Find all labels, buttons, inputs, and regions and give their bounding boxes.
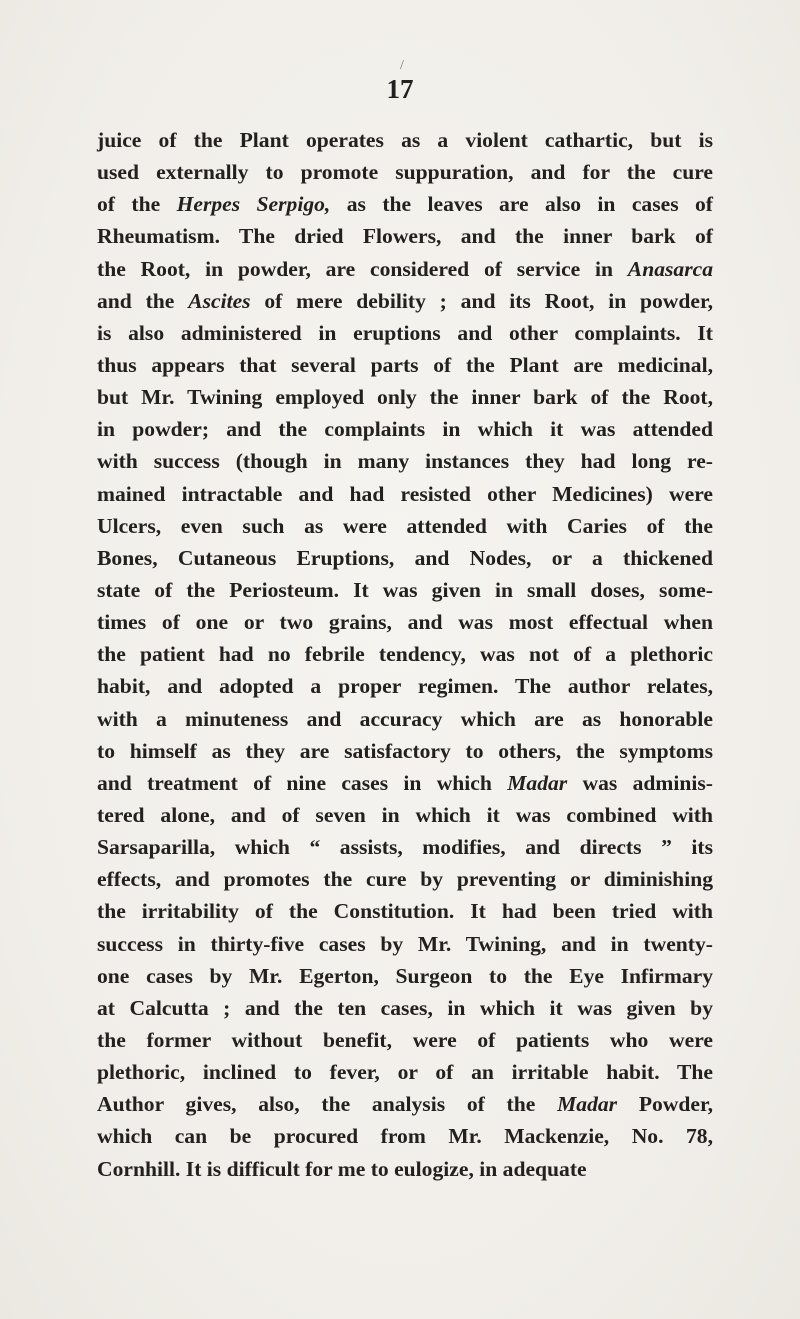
text-run: and the bbox=[97, 288, 189, 313]
text-run: at Calcutta ; and the ten cases, in which it was given by bbox=[97, 995, 713, 1020]
text-run: and treatment of nine cases in which bbox=[97, 770, 508, 795]
text-run: with success (though in many instances they had long re- bbox=[97, 449, 713, 474]
italic-term: Herpes Serpigo, bbox=[176, 192, 331, 217]
text-line bbox=[97, 285, 713, 317]
text-run: as the leaves are also in cases of bbox=[330, 192, 713, 217]
text-line bbox=[97, 606, 713, 638]
text-line bbox=[97, 381, 713, 413]
text-run: times of one or two grains, and was most effectual when bbox=[97, 610, 713, 635]
text-run: but Mr. Twining employed only the inner bark of the Root, bbox=[97, 385, 713, 410]
text-line bbox=[97, 831, 713, 863]
text-run: with a minuteness and accuracy which are as honorable bbox=[97, 706, 713, 731]
text-run: tered alone, and of seven in which it was combined with bbox=[97, 802, 713, 827]
page-number: 17 bbox=[386, 74, 414, 104]
text-line bbox=[97, 960, 713, 992]
text-line bbox=[97, 799, 713, 831]
text-run: Sarsaparilla, which “ assists, modifies, and directs ” its bbox=[97, 835, 713, 860]
text-line bbox=[97, 1024, 713, 1056]
text-run: Rheumatism. The dried Flowers, and the inner bark of bbox=[97, 224, 713, 249]
italic-term: Anasarca bbox=[627, 256, 713, 281]
italic-term: Ascites bbox=[188, 288, 251, 313]
text-run: the patient had no febrile tendency, was not of a plethoric bbox=[97, 642, 713, 667]
text-run: the irritability of the Constitution. It had been tried with bbox=[97, 899, 713, 924]
text-line bbox=[97, 349, 713, 381]
text-line bbox=[97, 478, 713, 510]
text-line bbox=[97, 1056, 713, 1088]
italic-term: Madar bbox=[557, 1092, 618, 1117]
text-run: to himself as they are satisfactory to others, the symptoms bbox=[97, 738, 713, 763]
text-line bbox=[97, 220, 713, 252]
text-line bbox=[97, 124, 713, 156]
text-line bbox=[97, 895, 713, 927]
text-line bbox=[97, 317, 713, 349]
text-run: plethoric, inclined to fever, or of an irritable habit. The bbox=[97, 1060, 713, 1085]
text-run: which can be procured from Mr. Mackenzie, No. 78, bbox=[97, 1124, 713, 1149]
text-line bbox=[97, 735, 713, 767]
text-run: habit, and adopted a proper regimen. The author relates, bbox=[97, 674, 713, 699]
text-line bbox=[97, 928, 713, 960]
text-line bbox=[97, 156, 713, 188]
text-run: Powder, bbox=[617, 1092, 713, 1117]
text-run: one cases by Mr. Egerton, Surgeon to the Eye Infirmary bbox=[97, 963, 713, 988]
text-run: in powder; and the complaints in which it was attended bbox=[97, 417, 713, 442]
text-line bbox=[97, 1153, 713, 1185]
text-line bbox=[97, 445, 713, 477]
text-run: Cornhill. It is difficult for me to eulogize, in adequate bbox=[97, 1156, 587, 1181]
text-line bbox=[97, 863, 713, 895]
text-line bbox=[97, 253, 713, 285]
text-line bbox=[97, 574, 713, 606]
text-run: juice of the Plant operates as a violent cathartic, but is bbox=[97, 128, 713, 152]
text-line bbox=[97, 413, 713, 445]
text-run: Author gives, also, the analysis of the bbox=[97, 1092, 558, 1117]
text-run: the former without benefit, were of patients who were bbox=[97, 1027, 713, 1052]
text-line bbox=[97, 703, 713, 735]
body-text bbox=[97, 124, 713, 1185]
text-line bbox=[97, 992, 713, 1024]
text-run: was adminis- bbox=[567, 770, 713, 795]
text-line bbox=[97, 1088, 713, 1120]
text-run: Ulcers, even such as were attended with Caries of the bbox=[97, 513, 713, 538]
text-line bbox=[97, 767, 713, 799]
text-line bbox=[97, 542, 713, 574]
text-run: of the bbox=[97, 192, 177, 217]
text-line bbox=[97, 188, 713, 220]
text-run: Bones, Cutaneous Eruptions, and Nodes, or a thickened bbox=[97, 545, 713, 570]
text-run: the Root, in powder, are considered of service in bbox=[97, 256, 628, 281]
text-run: success in thirty-five cases by Mr. Twining, and in twenty- bbox=[97, 931, 713, 956]
text-line bbox=[97, 510, 713, 542]
text-run: of mere debility ; and its Root, in powder, bbox=[250, 288, 713, 313]
text-run: thus appears that several parts of the Plant are medicinal, bbox=[97, 352, 713, 377]
italic-term: Madar bbox=[507, 770, 568, 795]
text-run: mained intractable and had resisted other Medicines) were bbox=[97, 481, 713, 506]
text-run: is also administered in eruptions and other complaints. It bbox=[97, 320, 713, 345]
text-line bbox=[97, 670, 713, 702]
text-line bbox=[97, 1120, 713, 1152]
page-mark: / bbox=[400, 58, 404, 73]
text-run: state of the Periosteum. It was given in small doses, some- bbox=[97, 577, 713, 602]
text-run: effects, and promotes the cure by preventing or diminishing bbox=[97, 867, 713, 892]
text-line bbox=[97, 638, 713, 670]
text-run: used externally to promote suppuration, and for the cure bbox=[97, 160, 713, 185]
